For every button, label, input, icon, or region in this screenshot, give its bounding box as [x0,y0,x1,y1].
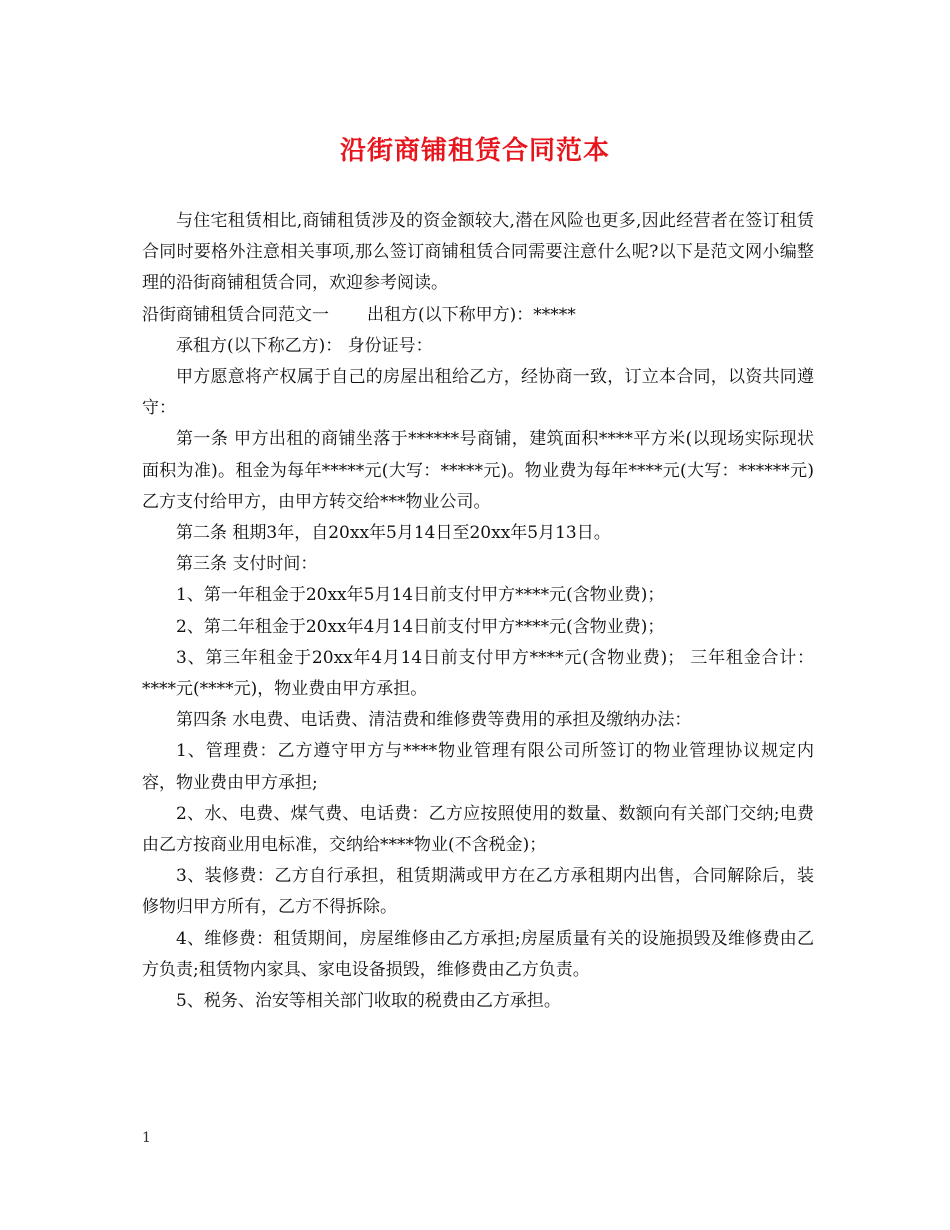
article-3: 第三条 支付时间： [176,554,318,575]
contract-example-title: 沿街商铺租赁合同范文一 [142,304,329,325]
lessee-line: 承租方(以下称乙方)： 身份证号： [176,335,433,356]
article-4: 第四条 水电费、电话费、清洁费和维修费等费用的承担及缴纳办法： [176,710,692,731]
article-1: 第一条 甲方出租的商铺坐落于******号商铺，建筑面积****平方米(以现场实际现状面积为准)。租金为每年*****元(大写：*****元)。物业费为每年****元(大写：******元)乙方支付给甲方，由甲方转交给***物业公司。 [142,429,814,512]
article-2: 第二条 租期3年，自20xx年5月14日至20xx年5月13日。 [176,523,611,544]
fee-item-1: 1、管理费：乙方遵守甲方与****物业管理有限公司所签订的物业管理协议规定内容，物业费由甲方承担; [142,741,814,793]
fee-item-3: 3、装修费：乙方自行承担，租赁期满或甲方在乙方承租期内出售，合同解除后，装修物归甲方所有，乙方不得拆除。 [142,866,814,918]
payment-item-3: 3、第三年租金于20xx年4月14日前支付甲方****元(含物业费)； 三年租金合计：****元(****元)，物业费由甲方承担。 [142,647,814,700]
intro-paragraph: 与住宅租赁相比,商铺租赁涉及的资金额较大,潜在风险也更多,因此经营者在签订租赁合同时要格外注意相关事项,那么签订商铺租赁合同需要注意什么呢?以下是范文网小编整理的沿街商铺租赁合同，欢迎参考阅读。 [142,211,814,294]
document-title: 沿街商铺租赁合同范本 [339,136,610,166]
spacer [329,300,367,331]
document-body [142,206,814,1017]
page-number: 1 [142,1130,151,1146]
payment-item-1: 1、第一年租金于20xx年5月14日前支付甲方****元(含物业费)； [176,585,665,606]
fee-item-4: 4、维修费：租赁期间，房屋维修由乙方承担;房屋质量有关的设施损毁及维修费由乙方负责;租赁物内家具、家电设备损毁，维修费由乙方负责。 [142,928,814,980]
agreement-paragraph: 甲方愿意将产权属于自己的房屋出租给乙方，经协商一致，订立本合同，以资共同遵守： [142,367,814,419]
contract-heading-line [142,300,814,331]
fee-item-2: 2、水、电费、煤气费、电话费：乙方应按照使用的数量、数额向有关部门交纳;电费由乙方按商业用电标准，交纳给****物业(不含税金)； [142,803,814,856]
lessor-line: 出租方(以下称甲方)：***** [367,304,576,325]
fee-item-5: 5、税务、治安等相关部门收取的税费由乙方承担。 [176,991,561,1012]
payment-item-2: 2、第二年租金于20xx年4月14日前支付甲方****元(含物业费)； [176,616,665,637]
